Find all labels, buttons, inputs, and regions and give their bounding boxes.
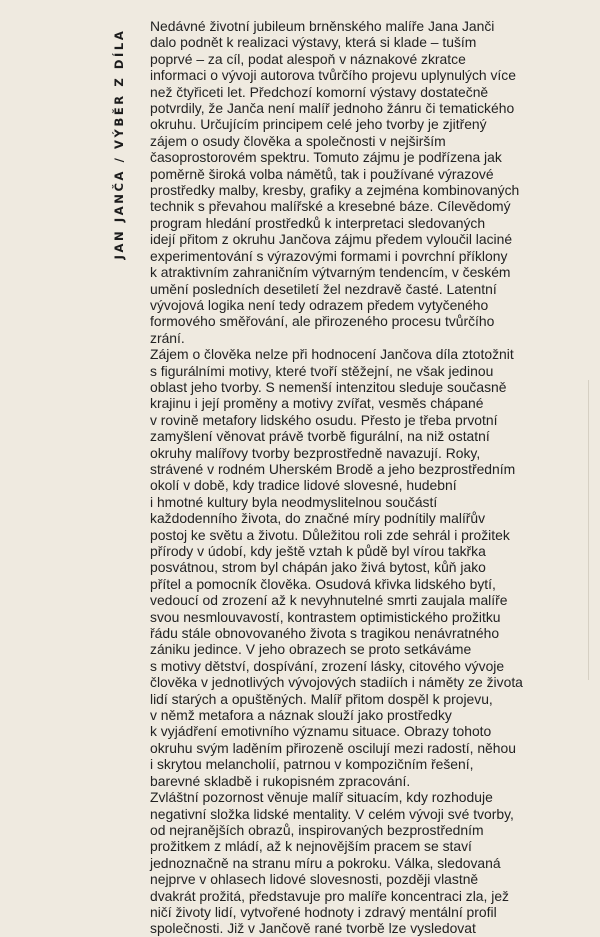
text-line: svou nesmlouvavostí, kontrastem optimistického prožitku: [150, 608, 501, 625]
text-line: k atraktivním zahraničním výtvarným tendencím, v českém: [150, 264, 511, 281]
text-line: Zvláštní pozornost věnuje malíř situacím, kdy rozhoduje: [150, 789, 493, 806]
text-line: vedoucí od zrození až k nevyhnutelné smrti zaujala malíře: [150, 592, 508, 609]
text-line: idejí přitom z okruhu Jančova zájmu předem vyloučil laciné: [150, 231, 513, 248]
text-line: lidí starých a opuštěných. Malíř přitom dospěl k projevu,: [150, 690, 493, 707]
text-line: v němž metafora a náznak slouží jako prostředky: [150, 707, 452, 724]
text-line: jednoznačně na stranu míru a pokroku. Válka, sledovaná: [150, 854, 501, 871]
text-line: přítel a pomocník člověka. Osudová křivka lidského bytí,: [150, 575, 496, 592]
text-line: oblast jeho tvorby. S nemenší intenzitou sleduje současně: [150, 378, 507, 395]
text-line: posvátnou, strom byl chápán jako živá bytost, kůň jako: [150, 559, 486, 576]
text-line: umění posledních desetiletí žel nezdravě časté. Latentní: [150, 280, 497, 297]
text-line: experimentování s výrazovými formami i povrchní příklony: [150, 247, 508, 264]
text-line: dvakrát prožitá, představuje pro malíře koncentraci zla, jež: [150, 887, 510, 904]
text-line: s motivy dětství, dospívání, zrození lásky, citového vývoje: [150, 657, 505, 674]
text-line: zrání.: [150, 329, 185, 346]
text-line: barevné skladbě i rukopisném zpracování.: [150, 772, 411, 789]
text-line: i skrytou melancholií, patrnou v kompozičním řešení,: [150, 756, 474, 773]
text-line: postoj ke světu a životu. Důležitou roli zde sehrál i prožitek: [150, 526, 510, 543]
body-text: [150, 18, 580, 937]
text-line: zamyšlení věnovat právě tvorbě figurální, na niž ostatní: [150, 428, 490, 445]
text-line: dalo podnět k realizaci výstavy, která si klade – tuším: [150, 34, 477, 51]
text-line: informaci o vývoji autorova tvůrčího projevu uplynulých více: [150, 67, 516, 84]
text-line: okruhu. Určujícím principem celé jeho tvorby je zjitřený: [150, 116, 487, 133]
text-line: řádu stále obnovovaného života s tragikou nenávratného: [150, 625, 500, 642]
text-line: poprvé – za cíl, podat alespoň v náznakové zkratce: [150, 50, 466, 67]
text-line: krajinu i její proměny a motivy zvířat, vesměs chápané: [150, 395, 484, 412]
running-head: [106, 18, 132, 270]
text-line: každodenního života, do značné míry podnítily malířův: [150, 510, 486, 527]
text-line: poměrně široká volba námětů, tak i používané výrazové: [150, 165, 494, 182]
text-line: zájem o osudy člověka a společnosti v nejširším: [150, 132, 446, 149]
page-edge-shadow: [588, 380, 595, 680]
text-line: i hmotné kultury byla neodmyslitelnou součástí: [150, 493, 438, 510]
text-line: společnosti. Již v Jančově rané tvorbě lze vysledovat: [150, 920, 476, 937]
text-line: člověka v jednotlivých vývojových stadiích i náměty ze života: [150, 674, 523, 691]
text-line: prožitkem z mládí, až k nejnovějším pracem se staví: [150, 838, 472, 855]
text-line: k vyjádření emotivního významu situace. Obrazy tohoto: [150, 723, 492, 740]
text-line: prostředky malby, kresby, grafiky a zejména kombinovaných: [150, 182, 520, 199]
text-line: potvrdily, že Janča není malíř jednoho žánru či tematického: [150, 100, 515, 117]
text-line: časoprostorovém spektru. Tomuto zájmu je podřízena jak: [150, 149, 502, 166]
running-head-title: JAN JANČA / VÝBĚR Z DÍLA: [112, 28, 126, 260]
text-line: negativní složka lidské mentality. V celém vývoji své tvorby,: [150, 805, 514, 822]
text-line: s figurálními motivy, které tvoří stěžejní, ne však jedinou: [150, 362, 494, 379]
text-line: Nedávné životní jubileum brněnského malíře Jana Janči: [150, 18, 495, 34]
text-line: od nejranějších obrazů, inspirovaných bezprostředním: [150, 821, 484, 838]
text-line: zániku jedince. V jeho obrazech se proto setkáváme: [150, 641, 472, 658]
text-line: technik s převahou malířské a kresebné báze. Cílevědomý: [150, 198, 511, 215]
text-line: okolí v době, kdy tradice lidové slovesné, hudební: [150, 477, 457, 494]
text-line: v rovině metafory lidského osudu. Přesto je třeba prvotní: [150, 411, 498, 428]
text-line: okruhy malířovy tvorby bezprostředně navazují. Roky,: [150, 444, 481, 461]
text-line: vývojová logika není tedy odrazem předem vytyčeného: [150, 296, 489, 313]
text-line: nejprve v ohlasech lidové slovesnosti, později vlastně: [150, 871, 479, 888]
text-line: formového směřování, ale přirozeného procesu tvůrčího: [150, 313, 495, 330]
text-line: přírody v údobí, kdy ještě vztah k půdě byl vírou takřka: [150, 543, 486, 559]
text-line: ničí životy lidí, vytvořené hodnoty i zdravý mentální profil: [150, 903, 497, 920]
text-line: program hledání prostředků k interpretaci sledovaných: [150, 214, 486, 231]
text-line: strávené v rodném Uherském Brodě a jeho bezprostředním: [150, 460, 516, 477]
text-line: Zájem o člověka nelze při hodnocení Jančova díla ztotožnit: [150, 346, 514, 363]
text-line: než čtyřiceti let. Předchozí komorní výstavy dostatečně: [150, 83, 489, 100]
text-line: okruhu svým laděním přirozeně oscilují mezi radostí, něhou: [150, 739, 516, 756]
